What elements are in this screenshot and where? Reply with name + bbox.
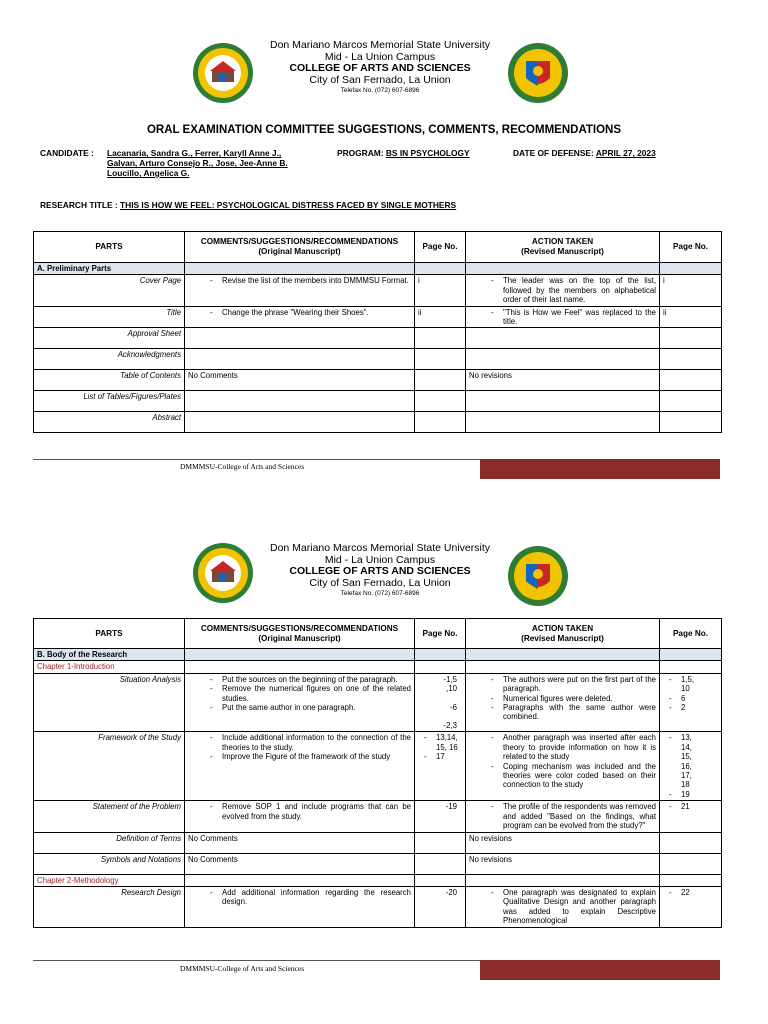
comment-cell <box>185 886 415 927</box>
action-item: - Coping mechanism was included and the theories were color coded based on their connection to the study <box>469 762 656 790</box>
document-page-1 <box>0 0 768 490</box>
page-cell-2 <box>660 732 722 801</box>
table-row <box>34 306 722 328</box>
action-cell <box>466 306 660 328</box>
comment-cell <box>185 732 415 801</box>
page-title: ORAL EXAMINATION COMMITTEE SUGGESTIONS, COMMENTS, RECOMMENDATIONS <box>146 124 622 136</box>
document-page-2 <box>0 500 768 1024</box>
action-cell: No revisions <box>466 832 660 853</box>
college-name: COLLEGE OF ARTS AND SCIENCES <box>289 565 471 577</box>
page-ref: 17, <box>681 771 692 781</box>
defense-date-field <box>513 148 656 158</box>
research-title-value: THIS IS HOW WE FEEL: PSYCHOLOGICAL DISTRESS FACED BY SINGLE MOTHERS <box>120 200 457 210</box>
candidate-line-2: Galvan, Arturo Consejo R., Jose, Jee-Anne B. <box>107 158 288 168</box>
comment-cell: No Comments <box>185 370 415 391</box>
footer-text: DMMMSU-College of Arts and Sciences <box>180 462 305 471</box>
col-page-no-2: Page No. <box>660 232 722 263</box>
page-ref: 14, <box>681 742 692 752</box>
page-ref: 15, <box>681 752 692 762</box>
page-ref: - 13,14, 15, 16 <box>418 733 462 752</box>
page-ref: 16, <box>681 761 692 771</box>
col-action: ACTION TAKEN (Revised Manuscript) <box>466 619 660 649</box>
page-ref: - 19 <box>663 790 718 799</box>
city-name: City of San Fernado, La Union <box>309 576 451 589</box>
col-page-no: Page No. <box>415 619 466 649</box>
table-row <box>34 370 722 391</box>
candidate-line-3: Loucillo, Angelica G. <box>107 168 190 178</box>
part-cell: Table of Contents <box>34 370 185 391</box>
part-cell: List of Tables/Figures/Plates <box>34 391 185 412</box>
action-cell <box>466 801 660 832</box>
letterhead <box>230 543 530 599</box>
part-cell: Framework of the Study <box>34 732 185 801</box>
action-item: - Paragraphs with the same author were combined. <box>469 703 656 722</box>
evaluation-table-preliminary <box>33 231 722 433</box>
page-ref: - 1,5 ,10 <box>418 675 457 694</box>
table-row <box>34 886 722 927</box>
col-page-no-2: Page No. <box>660 619 722 649</box>
action-cell: No revisions <box>466 370 660 391</box>
section-label: A. Preliminary Parts <box>34 263 185 275</box>
comment-item: - Put the sources on the beginning of the paragraph. <box>188 675 411 684</box>
action-cell <box>466 732 660 801</box>
page-ref: - 19 <box>418 802 457 811</box>
action-cell <box>466 673 660 732</box>
research-title-field <box>40 200 456 210</box>
research-title-label: RESEARCH TITLE : <box>40 200 118 210</box>
part-cell: Abstract <box>34 412 185 433</box>
chapter-row <box>34 874 722 886</box>
page-cell-2 <box>660 801 722 832</box>
page-ref: - 6 <box>663 694 718 703</box>
page-cell <box>415 886 466 927</box>
footer-accent-bar <box>480 960 720 980</box>
university-name: Don Mariano Marcos Memorial State University <box>270 542 490 554</box>
comment-item: - Put the same author in one paragraph. <box>188 703 411 712</box>
table-row <box>34 349 722 370</box>
program-value: BS IN PSYCHOLOGY <box>385 148 470 158</box>
letterhead <box>230 40 530 96</box>
part-cell: Statement of the Problem <box>34 801 185 832</box>
city-name: City of San Fernado, La Union <box>309 73 451 86</box>
chapter-row <box>34 661 722 673</box>
campus-name: Mid - La Union Campus <box>324 50 436 63</box>
page-cell-2 <box>660 886 722 927</box>
page-ref: - 1,5, <box>663 675 718 684</box>
section-label: B. Body of the Research <box>34 649 185 661</box>
action-item: - Another paragraph was inserted after each theory to provide information on how it is related to the study <box>469 733 656 761</box>
footer-rule <box>33 459 480 460</box>
page-cell-2: ii <box>660 306 722 328</box>
campus-name: Mid - La Union Campus <box>324 553 436 566</box>
program-label: PROGRAM: <box>337 148 384 158</box>
table-row <box>34 732 722 801</box>
footer-accent-bar <box>480 459 720 479</box>
candidate-line-1: Lacanaria, Sandra G., Ferrer, Karyll Anne J., <box>107 148 282 158</box>
defense-value: APRIL 27, 2023 <box>595 148 656 158</box>
action-item: - One paragraph was designated to explain Qualitative Design and another paragraph was added to explain Descriptive Phenomenological <box>469 888 656 926</box>
comment-item: - Include additional information to the connection of the theories to the study. <box>188 733 411 752</box>
college-name: COLLEGE OF ARTS AND SCIENCES <box>289 62 471 74</box>
comment-item: - Remove the numerical figures on one of the related studies. <box>188 684 411 703</box>
candidate-names <box>107 148 288 178</box>
page-gap <box>0 490 768 500</box>
action-item: - The leader was on the top of the list, followed by the members on alphabetical order of their last name. <box>469 276 656 304</box>
action-cell <box>466 275 660 306</box>
page-cell <box>415 801 466 832</box>
table-row <box>34 832 722 853</box>
page-cell: i <box>415 275 466 306</box>
page-ref: - 20 <box>418 888 457 897</box>
part-cell: Symbols and Notations <box>34 853 185 874</box>
page-cell: ii <box>415 306 466 328</box>
table-row <box>34 275 722 306</box>
candidate-label: CANDIDATE : <box>40 148 94 158</box>
comment-cell <box>185 673 415 732</box>
page-ref: - 2,3 <box>418 721 457 730</box>
part-cell: Situation Analysis <box>34 673 185 732</box>
telefax: Telefax No. (072) 607-6896 <box>340 590 420 597</box>
comment-cell <box>185 275 415 306</box>
table-row <box>34 412 722 433</box>
action-item: - Numerical figures were deleted. <box>469 694 656 703</box>
comment-item: - Add additional information regarding the research design. <box>188 888 411 907</box>
evaluation-table-body <box>33 618 722 928</box>
chapter-label: Chapter 2-Methodology <box>34 874 185 886</box>
page-cell <box>415 732 466 801</box>
comment-item: - Revise the list of the members into DMMMSU Format. <box>188 276 411 285</box>
defense-label: DATE OF DEFENSE: <box>513 148 594 158</box>
comment-item: - Improve the Figure of the framework of the study <box>188 752 411 761</box>
col-page-no: Page No. <box>415 232 466 263</box>
section-row <box>34 263 722 275</box>
chapter-label: Chapter 1-Introduction <box>34 661 185 673</box>
page-ref: 18 <box>681 780 690 790</box>
part-cell: Approval Sheet <box>34 328 185 349</box>
page-ref: - 2 <box>663 703 718 712</box>
action-item: - The profile of the respondents was removed and added "Based on the findings, what program can be evolved from the study?" <box>469 802 656 830</box>
page-ref: 10 <box>681 684 690 694</box>
page-cell <box>415 673 466 732</box>
page-ref: - 6 <box>418 703 457 712</box>
table-row <box>34 328 722 349</box>
footer-text: DMMMSU-College of Arts and Sciences <box>180 964 305 973</box>
col-action: ACTION TAKEN (Revised Manuscript) <box>466 232 660 263</box>
part-cell: Acknowledgments <box>34 349 185 370</box>
col-parts: PARTS <box>34 619 185 649</box>
col-parts: PARTS <box>34 232 185 263</box>
page-ref: - 21 <box>663 802 718 811</box>
table-row <box>34 391 722 412</box>
table-row <box>34 853 722 874</box>
comment-cell: No Comments <box>185 853 415 874</box>
action-cell <box>466 886 660 927</box>
comment-item: - Remove SOP 1 and include programs that can be evolved from the study. <box>188 802 411 821</box>
comment-cell <box>185 306 415 328</box>
footer-rule <box>33 960 480 961</box>
comment-item: - Change the phrase "Wearing their Shoes". <box>188 308 411 317</box>
page-ref: - 22 <box>663 888 718 897</box>
col-comments: COMMENTS/SUGGESTIONS/RECOMMENDATIONS (Original Manuscript) <box>185 619 415 649</box>
part-cell: Title <box>34 306 185 328</box>
telefax: Telefax No. (072) 607-6896 <box>340 87 420 94</box>
comment-cell <box>185 801 415 832</box>
university-name: Don Mariano Marcos Memorial State University <box>270 39 490 51</box>
comment-cell: No Comments <box>185 832 415 853</box>
page-cell-2 <box>660 673 722 732</box>
table-row <box>34 801 722 832</box>
action-item: - "This is How we Feel" was replaced to the title. <box>469 308 656 327</box>
action-item: - The authors were put on the first part of the paragraph. <box>469 675 656 694</box>
col-comments: COMMENTS/SUGGESTIONS/RECOMMENDATIONS (Original Manuscript) <box>185 232 415 263</box>
section-row <box>34 649 722 661</box>
table-row <box>34 673 722 732</box>
page-ref: - 17 <box>418 752 462 761</box>
part-cell: Definition of Terms <box>34 832 185 853</box>
page-cell-2: i <box>660 275 722 306</box>
part-cell: Cover Page <box>34 275 185 306</box>
part-cell: Research Design <box>34 886 185 927</box>
program-field <box>337 148 470 158</box>
page-ref: - 13, <box>663 733 718 742</box>
action-cell: No revisions <box>466 853 660 874</box>
